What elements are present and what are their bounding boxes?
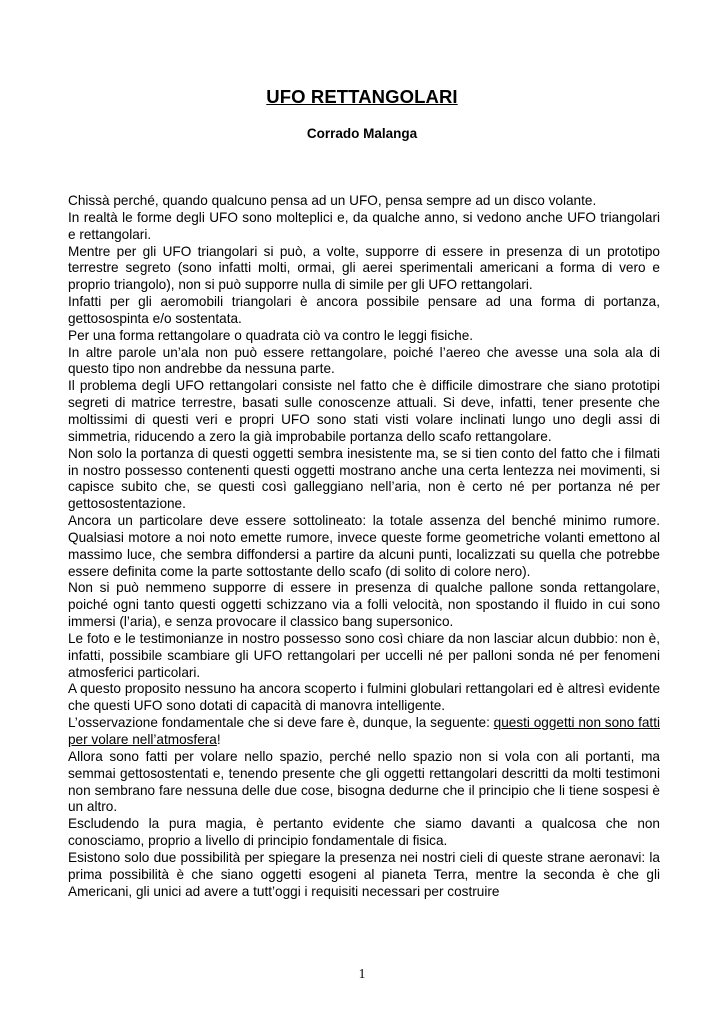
paragraph: Mentre per gli UFO triangolari si può, a volte, supporre di essere in presenza di un prototipo terrestre segreto (sono infatti molti, ormai, gli aerei sperimentali americani a forma di vero e proprio triangolo), non si può supporre nulla di simile per gli UFO rettangolari. xyxy=(68,243,660,293)
paragraph: In realtà le forme degli UFO sono molteplici e, da qualche anno, si vedono anche UFO triangolari e rettangolari. xyxy=(68,209,660,242)
document-body xyxy=(68,193,660,900)
paragraph: In altre parole un’ala non può essere rettangolare, poiché l’aereo che avesse una sola ala di questo tipo non andrebbe da nessuna parte. xyxy=(68,344,660,377)
document-title: UFO RETTANGOLARI xyxy=(266,86,458,107)
page-number: 1 xyxy=(358,966,366,981)
underlined-statement: questi oggetti non sono fatti per volare nell’atmosfera xyxy=(68,715,660,747)
paragraph: Escludendo la pura magia, è pertanto evidente che siamo davanti a qualcosa che non conosciamo, proprio a livello di principio fondamentale di fisica. xyxy=(68,816,660,849)
paragraph: Ancora un particolare deve essere sottolineato: la totale assenza del benché minimo rumore. Qualsiasi motore a noi noto emette rumore, invece queste forme geometriche volanti emettono al massimo luce, che sembra diffondersi a partire da alcuni punti, localizzati su quella che potrebbe essere definita come la parte sottostante dello scafo (di solito di colore nero). xyxy=(68,513,660,579)
paragraph: Non solo la portanza di questi oggetti sembra inesistente ma, se si tien conto del fatto che i filmati in nostro possesso contenenti questi oggetti mostrano anche una certa lentezza nei movimenti, si capisce subito che, se questi così galleggiano nell’aria, non è certo né per portanza né per gettosostentazione. xyxy=(68,445,660,512)
paragraph: Per una forma rettangolare o quadrata ciò va contro le leggi fisiche. xyxy=(68,327,474,343)
paragraph: Esistono solo due possibilità per spiegare la presenza nei nostri cieli di queste strane aeronavi: la prima possibilità è che siano oggetti esogeni al pianeta Terra, mentre la seconda è che gli Americani, gli unici ad avere a tutt’oggi i requisiti necessari per costruire xyxy=(68,849,660,899)
paragraph: Chissà perché, quando qualcuno pensa ad un UFO, pensa sempre ad un disco volante. xyxy=(68,193,597,208)
emphasis-lead-text: L’osservazione fondamentale che si deve fare è, dunque, la seguente: xyxy=(68,715,494,731)
emphasis-trailing-text: ! xyxy=(216,732,221,747)
paragraph: Infatti per gli aeromobili triangolari è ancora possibile pensare ad una forma di portanza, gettosospinta e/o sostentata. xyxy=(68,294,660,326)
emphasis-paragraph xyxy=(68,715,660,749)
paragraph: Non si può nemmeno supporre di essere in presenza di qualche pallone sonda rettangolare, poiché ogni tanto questi oggetti schizzano via a folli velocità, non spostando il fluido in cui sono immersi (l’aria), e senza provocare il classico bang supersonico. xyxy=(68,580,660,630)
paragraph: Il problema degli UFO rettangolari consiste nel fatto che è difficile dimostrare che siano prototipi segreti di matrice terrestre, basati sulle conoscenze attuali. Si deve, infatti, tener presente che moltissimi di questi veri e propri UFO sono stati visti volare inclinati lungo uno degli assi di simmetria, riducendo a zero la già improbabile portanza dello scafo rettangolare. xyxy=(68,378,660,444)
document-author: Corrado Malanga xyxy=(306,126,418,141)
paragraph: Allora sono fatti per volare nello spazio, perché nello spazio non si vola con ali portanti, ma semmai gettosostentati e, tenendo presente che gli oggetti rettangolari descritti da molti testimoni non sembrano fare nessuna delle due cose, bisogna dedurne che il principio che li tiene sospesi è un altro. xyxy=(68,748,660,815)
paragraph: Le foto e le testimonianze in nostro possesso sono così chiare da non lasciar alcun dubbio: non è, infatti, possibile scambiare gli UFO rettangolari per uccelli né per palloni sonda né per fenomeni atmosferici particolari. xyxy=(68,630,660,680)
paragraph: A questo proposito nessuno ha ancora scoperto i fulmini globulari rettangolari ed è altresì evidente che questi UFO sono dotati di capacità di manovra intelligente. xyxy=(68,681,660,714)
